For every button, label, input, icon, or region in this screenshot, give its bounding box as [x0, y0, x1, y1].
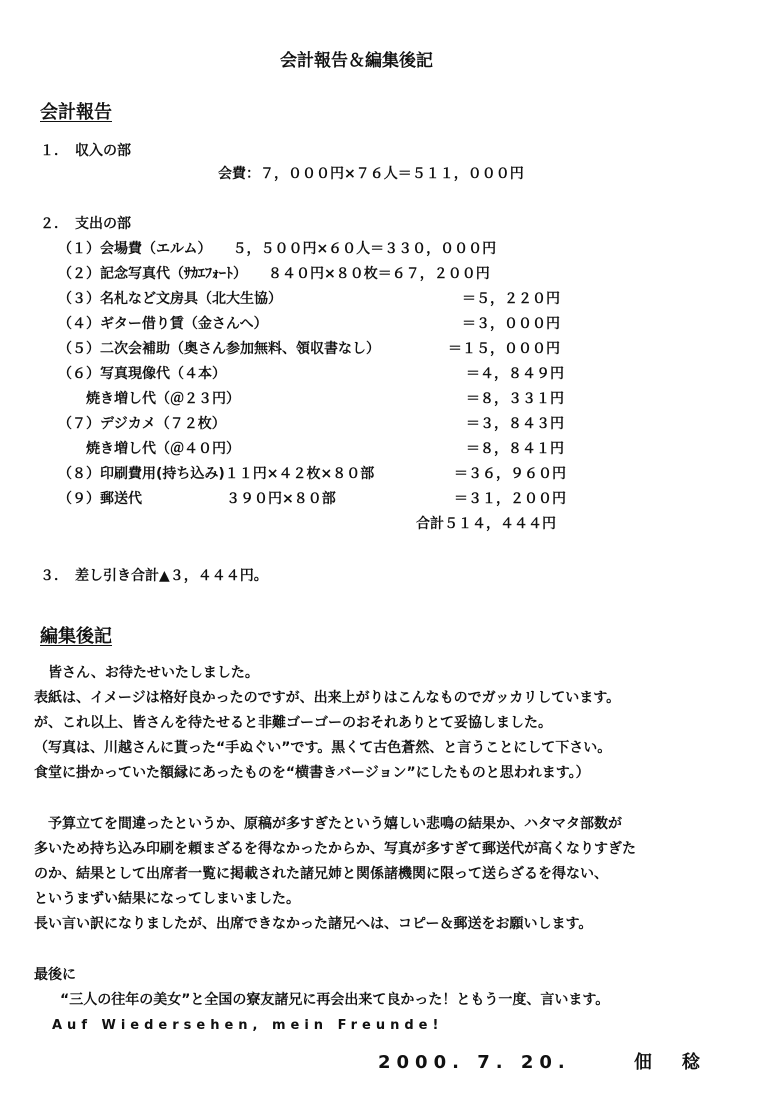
afterword-line: 予算立てを間違ったというか、原稿が多すぎたという嬉しい悲鳴の結果か、ハタマタ部数が	[34, 816, 622, 832]
date: 2000. 7. 20.	[378, 1052, 571, 1073]
afterword-heading: 編集後記	[40, 626, 112, 647]
balance-line: ３． 差し引き合計▲３，４４４円。	[40, 568, 268, 584]
expense-item-7b: 焼き増し代（＠４０円）	[58, 441, 240, 457]
income-label: １． 収入の部	[40, 143, 131, 159]
signature: 佃 稔	[634, 1052, 706, 1073]
afterword-line: （写真は、川越さんに貰った“手ぬぐい”です。黒くて古色蒼然、と言うことにして下さい。	[34, 740, 612, 756]
expense-total: 合計５１４，４４４円	[416, 516, 556, 532]
afterword-line: 表紙は、イメージは格好良かったのですが、出来上がりはこんなものでガッカリしています。	[34, 690, 621, 706]
afterword-line: が、これ以上、皆さんを待たせると非難ゴーゴーのおそれありとて妥協しました。	[34, 715, 552, 731]
expense-item-6: （６）写真現像代（４本）	[58, 366, 226, 382]
closing-line: “三人の往年の美女”と全国の寮友諸兄に再会出来て良かった！ともう一度、言います。	[60, 992, 610, 1008]
expense-amount-9: ＝３１，２００円	[454, 491, 566, 507]
afterword-line: のか、結果として出席者一覧に掲載された諸兄姉と関係諸機関に限って送らざるを得ない、	[34, 866, 608, 882]
accounting-heading: 会計報告	[40, 102, 112, 123]
page-title: 会計報告＆編集後記	[280, 51, 433, 71]
afterword-line: 皆さん、お待たせいたしました。	[34, 665, 259, 681]
expense-item-4: （４）ギター借り賃（金さんへ）	[58, 316, 268, 332]
closing-label: 最後に	[34, 967, 76, 983]
expense-amount-4: ＝３，０００円	[462, 316, 560, 332]
expense-amount-7: ＝３，８４３円	[466, 416, 564, 432]
german-farewell: Auf Wiedersehen, mein Freunde!	[52, 1018, 444, 1033]
expense-item-8: （８）印刷費用(持ち込み)１１円×４２枚×８０部	[58, 466, 375, 482]
expense-item-3: （３）名札など文房具（北大生協）	[58, 291, 282, 307]
expense-item-1: （１）会場費（エルム） ５，５００円×６０人＝３３０，０００円	[58, 241, 497, 257]
expense-item-9: （９）郵送代 ３９０円×８０部	[58, 491, 336, 507]
expense-item-7: （７）デジカメ（７２枚）	[58, 416, 226, 432]
expense-amount-7b: ＝８，８４１円	[466, 441, 564, 457]
income-line: 会費：７，０００円×７６人＝５１１，０００円	[218, 166, 524, 182]
expense-item-5: （５）二次会補助（奥さん参加無料、領収書なし）	[58, 341, 380, 357]
expense-amount-5: ＝１５，０００円	[448, 341, 560, 357]
expense-amount-8: ＝３６，９６０円	[454, 466, 566, 482]
expense-item-2: （２）記念写真代（ｻｶｴﾌｫｰﾄ） ８４０円×８０枚＝６７，２００円	[58, 266, 490, 282]
expense-amount-6b: ＝８，３３１円	[466, 391, 564, 407]
expense-label: ２． 支出の部	[40, 216, 131, 232]
afterword-line: というまずい結果になってしまいました。	[34, 891, 300, 907]
expense-amount-6: ＝４，８４９円	[466, 366, 564, 382]
expense-item-6b: 焼き増し代（＠２３円）	[58, 391, 240, 407]
afterword-line: 長い言い訳になりましたが、出席できなかった諸兄へは、コピー＆郵送をお願いします。	[34, 916, 593, 932]
afterword-line: 多いため持ち込み印刷を頼まざるを得なかったからか、写真が多すぎて郵送代が高くなりすぎた	[34, 841, 636, 857]
expense-amount-3: ＝５，２２０円	[462, 291, 560, 307]
afterword-line: 食堂に掛かっていた額縁にあったものを“横書きバージョン”にしたものと思われます。）	[34, 765, 590, 781]
